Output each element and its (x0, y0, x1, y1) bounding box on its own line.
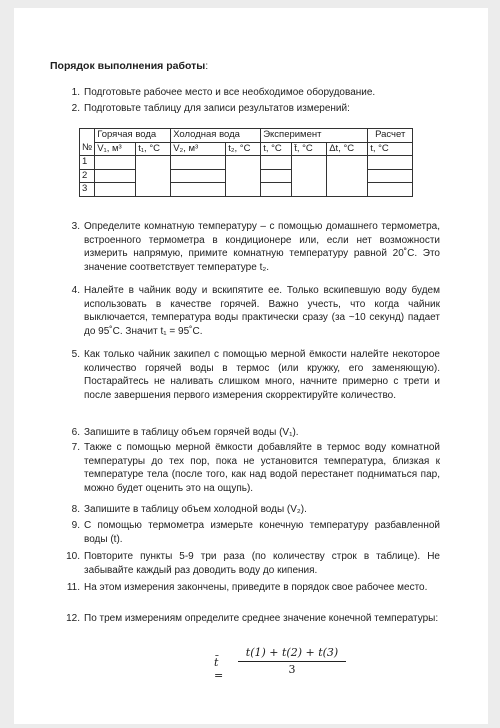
table-cell (261, 183, 292, 197)
step-11: 11. На этом измерения закончены, приведите в порядок свое рабочее место. (66, 582, 428, 593)
table-column-header-row (80, 142, 413, 156)
group-header-hot-water: Горячая вода (95, 129, 171, 143)
group-header-cold-water: Холодная вода (171, 129, 261, 143)
table-cell (171, 156, 226, 170)
results-table (79, 128, 413, 197)
document-page (14, 8, 488, 724)
column-header: t₁, °C (136, 142, 171, 156)
table-cell (226, 156, 261, 197)
step-3: 3. Определите комнатную температуру – с помощью домашнего термометра, встроенного термометра в кондиционере или, если нет возможности измерить напрямую, примите комнатную температуру равной 20˚С. Это значение соответствует температуре t₂. (71, 221, 440, 273)
column-header: V₂, м³ (171, 142, 226, 156)
row-number: 3 (80, 183, 95, 197)
column-header: t̄, °C (292, 142, 327, 156)
table-cell (368, 169, 413, 183)
page-heading: Порядок выполнения работы: (50, 60, 209, 72)
column-header: № (80, 142, 95, 156)
step-5: 5. Как только чайник закипел с помощью мерной ёмкости налейте некоторое количество горячей воды в термос (или кружку, его заменяющую). Постарайтесь не наливать слишком много, начните примерно с трети и после завершения первого измерения скорректируйте количество. (71, 349, 440, 401)
formula-lhs: t̄ = (214, 656, 224, 682)
column-header: t, °C (368, 142, 413, 156)
row-number: 1 (80, 156, 95, 170)
formula-numerator: t(1) + t(2) + t(3) (238, 646, 346, 662)
table-cell (95, 169, 136, 183)
step-10: 10. Повторите пункты 5-9 три раза (по количеству строк в таблице). Не забывайте каждый раз доводить воду до кипения. (66, 551, 440, 576)
step-6: 6. Запишите в таблицу объем горячей воды (V₁). (71, 427, 299, 438)
step-1: 1. Подготовьте рабочее место и все необходимое оборудование. (71, 87, 376, 98)
step-12: 12. По трем измерениям определите среднее значение конечной температуры: (66, 613, 439, 624)
table-group-header-row (80, 129, 413, 143)
column-header: Δt, °C (327, 142, 368, 156)
table-cell (136, 156, 171, 197)
table-cell (171, 169, 226, 183)
column-header: V₁, м³ (95, 142, 136, 156)
group-header-experiment: Эксперимент (261, 129, 368, 143)
step-4: 4. Налейте в чайник воду и вскипятите ее. Только вскипевшую воду будем использовать в качестве горячей. Важно учесть, что когда чайник выключается, температура воды практически сразу (за ~10 секунд) падает до 95˚С. Значит t₁ = 95˚С. (71, 285, 440, 337)
table-cell (95, 183, 136, 197)
table-cell (368, 156, 413, 170)
table-cell (171, 183, 226, 197)
step-9: 9. С помощью термометра измерьте конечную температуру разбавленной воды (t). (71, 520, 440, 545)
table-cell (292, 156, 327, 197)
row-number: 2 (80, 169, 95, 183)
group-header-calculation: Расчет (368, 129, 413, 143)
formula-denominator: 3 (288, 663, 296, 676)
step-8: 8. Запишите в таблицу объем холодной воды (V₂). (71, 504, 307, 515)
step-7: 7. Также с помощью мерной ёмкости добавляйте в термос воду комнатной температуры до тех пор, пока не установится температура, близкая к температуре тела (после того, как над водой перестанет подниматься пар, можно будет оценить это на ощупь). (71, 442, 440, 494)
formula-fraction (238, 646, 346, 676)
column-header: t, °C (261, 142, 292, 156)
column-header: t₂, °C (226, 142, 261, 156)
table-cell (261, 156, 292, 170)
table-cell (95, 156, 136, 170)
table-row (80, 156, 413, 170)
step-2: 2. Подготовьте таблицу для записи результатов измерений: (71, 103, 350, 114)
table-cell (327, 156, 368, 197)
table-cell (261, 169, 292, 183)
table-cell (80, 129, 95, 143)
table-cell (368, 183, 413, 197)
